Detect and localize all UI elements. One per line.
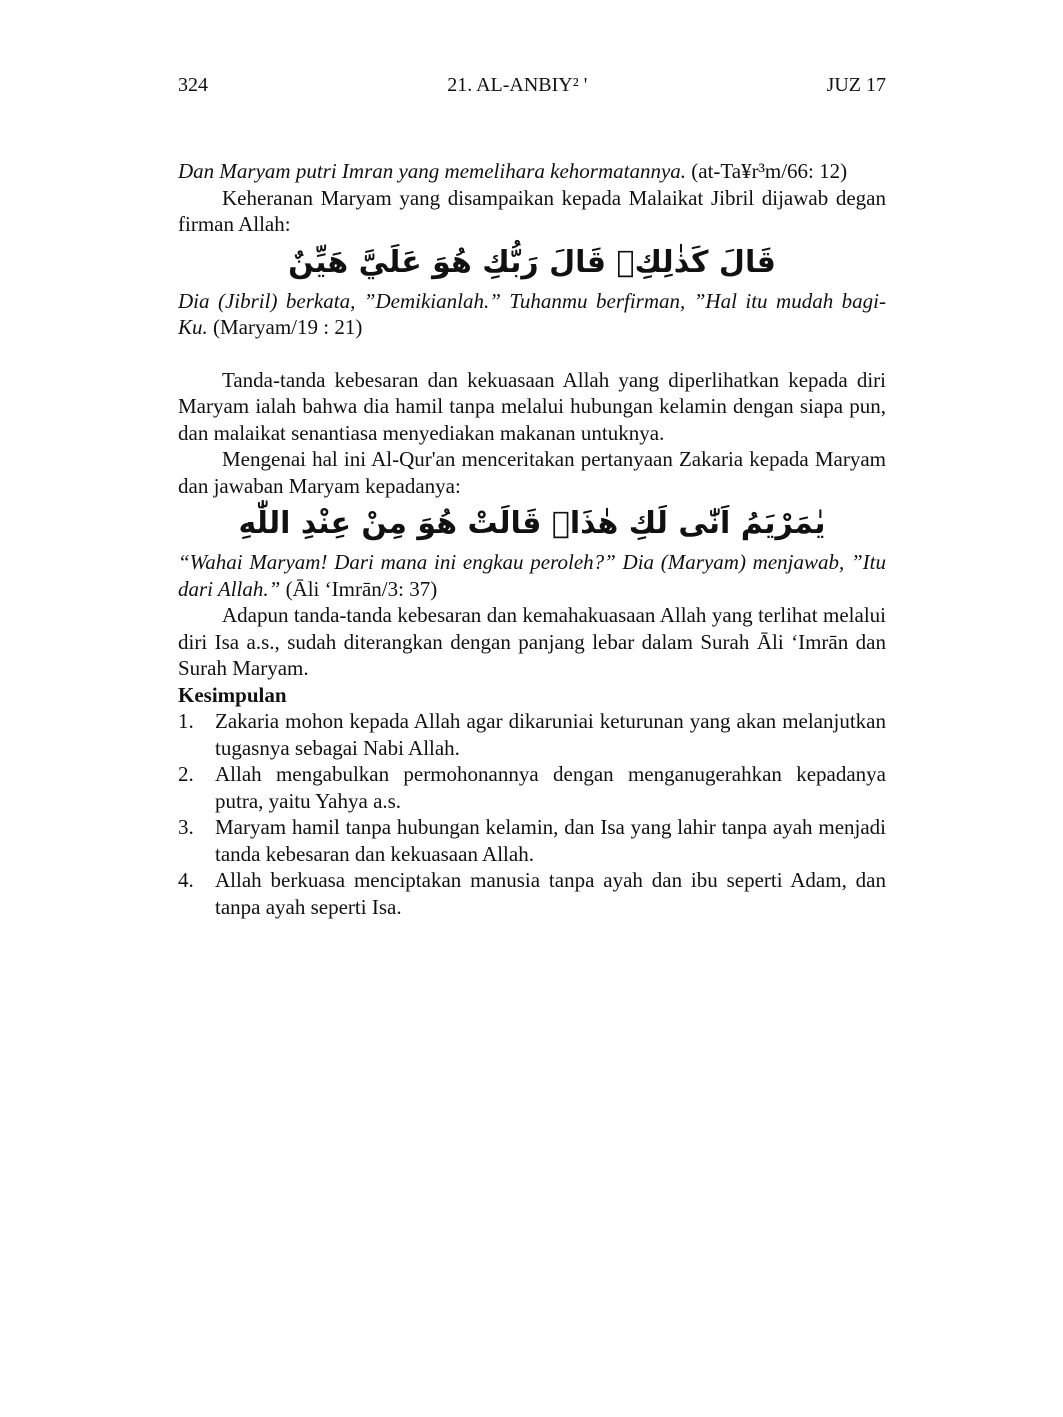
list-text: Maryam hamil tanpa hubungan kelamin, dan Isa yang lahir tanpa ayah menjadi tanda kebesaran dan kekuasaan Allah.: [215, 815, 886, 866]
page-content: [178, 158, 886, 920]
list-number: 2.: [178, 762, 194, 786]
verse-reference: (Āli ‘Imrān/3: 37): [280, 576, 438, 601]
arabic-verse: قَالَ كَذٰلِكِۚ قَالَ رَبُّكِ هُوَ عَلَيَّ هَيِّنٌ: [288, 244, 776, 280]
document-page: [178, 72, 886, 920]
translation-text: Dan Maryam putri Imran yang memelihara kehormatannya.: [178, 159, 687, 183]
list-item: [178, 814, 886, 867]
translation-paragraph: [178, 549, 886, 602]
page-number: 324: [178, 74, 208, 96]
conclusion-list: [178, 708, 886, 920]
verse-reference: (Maryam/19 : 21): [207, 315, 363, 339]
translation-paragraph: [178, 158, 886, 185]
body-paragraph: Mengenai hal ini Al-Qur'an menceritakan pertanyaan Zakaria kepada Maryam dan jawaban Maryam kepadanya:: [178, 447, 886, 498]
section-heading: Kesimpulan: [178, 682, 287, 707]
list-number: 1.: [178, 709, 194, 733]
arabic-verse: يٰمَرْيَمُ اَنّٰى لَكِ هٰذَاۗ قَالَتْ هُوَ مِنْ عِنْدِ اللّٰهِ: [238, 506, 826, 541]
body-paragraph: Adapun tanda-tanda kebesaran dan kemahakuasaan Allah yang terlihat melalui diri Isa a.s., sudah diterangkan dengan panjang lebar dalam Surah Āli ‘Imrān dan Surah Maryam.: [178, 603, 886, 680]
paragraph-spacer: [178, 341, 886, 367]
page-header: [178, 72, 886, 98]
list-item: [178, 708, 886, 761]
list-item: [178, 867, 886, 920]
list-number: 4.: [178, 868, 194, 892]
surah-title: 21. AL-ANBIY² ': [447, 74, 588, 96]
list-number: 3.: [178, 815, 194, 839]
list-text: Zakaria mohon kepada Allah agar dikaruniai keturunan yang akan melanjutkan tugasnya sebagai Nabi Allah.: [215, 709, 886, 760]
body-paragraph: Tanda-tanda kebesaran dan kekuasaan Allah yang diperlihatkan kepada diri Maryam ialah bahwa dia hamil tanpa melalui hubungan kelamin dengan siapa pun, dan malaikat senantiasa menyediakan makanan untuknya.: [178, 367, 886, 445]
list-item: [178, 761, 886, 814]
list-text: Allah berkuasa menciptakan manusia tanpa ayah dan ibu seperti Adam, dan tanpa ayah seperti Isa.: [215, 868, 886, 919]
list-text: Allah mengabulkan permohonannya dengan menganugerahkan kepadanya putra, yaitu Yahya a.s.: [215, 762, 886, 813]
body-paragraph: Keheranan Maryam yang disampaikan kepada Malaikat Jibril dijawab degan firman Allah:: [178, 185, 886, 236]
translation-paragraph: [178, 288, 886, 341]
translation-text: Dia (Jibril) berkata, ”Demikianlah.” Tuhanmu berfirman, ”Hal itu mudah bagi-Ku.: [178, 288, 886, 339]
translation-text: “Wahai Maryam! Dari mana ini engkau peroleh?” Dia (Maryam) menjawab, ”Itu dari Allah.”: [178, 550, 886, 601]
verse-reference: (at-Ta¥r³m/66: 12): [686, 159, 848, 183]
juz-label: JUZ 17: [826, 74, 886, 96]
